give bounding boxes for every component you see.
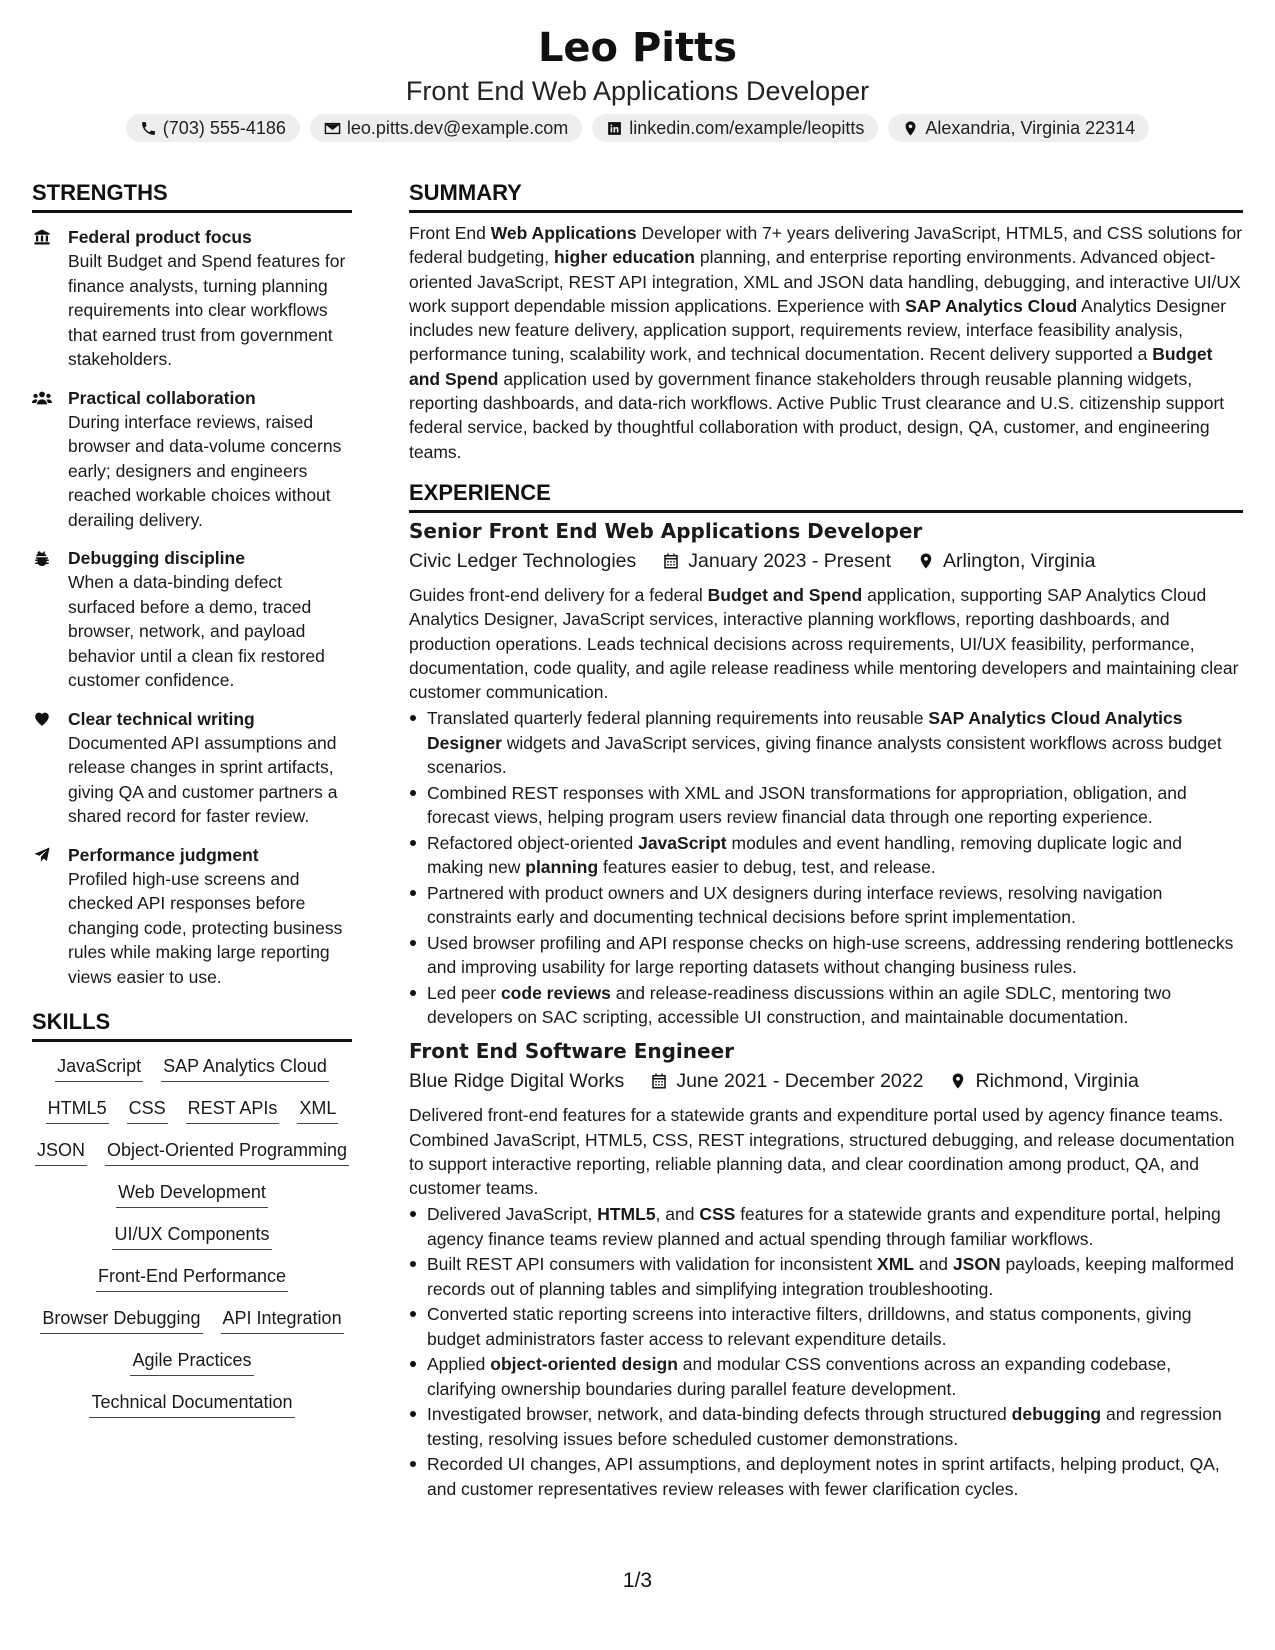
skill-tag: UI/UX Components — [112, 1222, 271, 1250]
job-bullets — [409, 1202, 1243, 1501]
users-icon — [32, 389, 52, 407]
job-bullet: Translated quarterly federal planning requirements into reusable SAP Analytics Cloud Analytics Designer widgets and JavaScript services, giving finance analysts consistent workflows across budget scenarios. — [409, 706, 1243, 779]
skill-tag: API Integration — [221, 1306, 344, 1334]
strength-title: Practical collaboration — [68, 387, 256, 408]
summary-text: Front End Web Applications Developer with 7+ years delivering JavaScript, HTML5, and CSS solutions for federal budgeting, higher education planning, and enterprise reporting environments. Advanced object-oriented JavaScript, REST API integration, XML and JSON data handling, debugging, and interactive UI/UX work support dependable mission applications. Experience with SAP Analytics Cloud Analytics Designer includes new feature delivery, application support, requirements review, interface feasibility analysis, performance tuning, scalability work, and technical documentation. Recent delivery supported a Budget and Spend application used by government finance stakeholders through reusable planning widgets, reporting dashboards, and data-rich workflows. Active Public Trust clearance and U.S. citizenship support federal service, backed by thoughtful collaboration with product, design, QA, customer, and engineering teams. — [409, 223, 1243, 462]
job-bullet: Combined REST responses with XML and JSON transformations for appropriation, obligation, and forecast views, helping program users review financial data through one reporting experience. — [409, 781, 1243, 830]
contact-linkedin[interactable] — [592, 114, 878, 142]
job-entry — [409, 1037, 1243, 1501]
skill-tag: HTML5 — [46, 1096, 109, 1124]
job-bullet: Built REST API consumers with validation for inconsistent XML and JSON payloads, keeping malformed records out of planning tables and simplifying integration troubleshooting. — [409, 1252, 1243, 1301]
skill-tag: CSS — [127, 1096, 168, 1124]
job-company: Blue Ridge Digital Works — [409, 1070, 625, 1093]
strength-desc: Documented API assumptions and release changes in sprint artifacts, giving QA and customer partners a shared record for faster review. — [68, 732, 338, 826]
job-description: Delivered front-end features for a statewide grants and expenditure portal used by agency finance teams. Combined JavaScript, HTML5, CSS, REST integrations, structured debugging, and release documentation to support interactive reporting, reliable planning data, and clear coordination among product, QA, and customer teams. — [409, 1105, 1235, 1199]
job-meta — [409, 1067, 1243, 1095]
strength-item — [32, 707, 352, 829]
job-location: Arlington, Virginia — [942, 549, 1096, 572]
strength-desc: When a data-binding defect surfaced before a demo, traced browser, network, and payload behavior until a clean fix restored customer confidence. — [68, 572, 325, 690]
job-meta — [409, 547, 1243, 575]
linkedin-text: linkedin.com/example/leopitts — [629, 118, 865, 138]
skill-tag: XML — [297, 1096, 338, 1124]
resume-header — [0, 22, 1275, 142]
page-number: 1/3 — [622, 1569, 653, 1592]
skill-tag: JavaScript — [55, 1054, 143, 1082]
job-bullet: Applied object-oriented design and modular CSS conventions across an expanding codebase, clarifying ownership boundaries during parallel feature development. — [409, 1352, 1243, 1401]
job-bullet: Used browser profiling and API response checks on high-use screens, addressing rendering bottlenecks and improving usability for large reporting datasets without changing business rules. — [409, 931, 1243, 980]
heart-icon — [32, 710, 52, 728]
contact-email[interactable] — [310, 114, 582, 142]
experience-heading: EXPERIENCE — [409, 478, 1243, 513]
strength-item — [32, 225, 352, 372]
skills-heading: SKILLS — [32, 1007, 352, 1042]
skill-tag: Agile Practices — [130, 1348, 253, 1376]
job-dates: January 2023 - Present — [688, 549, 891, 572]
map-pin-icon — [902, 120, 919, 137]
job-title: Senior Front End Web Applications Developer — [409, 518, 923, 543]
strength-item — [32, 546, 352, 693]
email-text: leo.pitts.dev@example.com — [346, 118, 569, 138]
contact-location — [888, 114, 1149, 142]
strength-item — [32, 843, 352, 990]
skill-tag: Object-Oriented Programming — [105, 1138, 349, 1166]
skill-tag: Front-End Performance — [96, 1264, 288, 1292]
strength-item — [32, 386, 352, 533]
job-bullets — [409, 706, 1243, 1029]
job-location: Richmond, Virginia — [975, 1070, 1139, 1093]
strength-desc: Built Budget and Spend features for finance analysts, turning planning requirements into clear workflows that earned trust from government stakeholders. — [68, 251, 346, 369]
linkedin-icon — [606, 120, 623, 137]
map-pin-icon — [949, 1072, 967, 1090]
job-bullet: Delivered JavaScript, HTML5, and CSS features for a statewide grants and expenditure portal, helping agency finance teams review planned and actual spending through familiar workflows. — [409, 1202, 1243, 1251]
strength-desc: Profiled high-use screens and checked API responses before changing code, protecting business rules while making large reporting views easier to use. — [68, 868, 343, 987]
contact-phone[interactable] — [126, 114, 300, 142]
skill-tag: REST APIs — [186, 1096, 280, 1124]
job-bullet: Refactored object-oriented JavaScript modules and event handling, removing duplicate logic and making new planning features easier to debug, test, and release. — [409, 831, 1243, 880]
strength-title: Debugging discipline — [68, 548, 245, 568]
job-bullet: Led peer code reviews and release-readiness discussions within an agile SDLC, mentoring two developers on SAC scripting, accessible UI construction, and maintainable documentation. — [409, 981, 1243, 1030]
candidate-name: Leo Pitts — [537, 25, 738, 71]
strengths-list — [32, 225, 352, 989]
skill-tag: Technical Documentation — [89, 1390, 294, 1418]
skills-list — [32, 1054, 352, 1418]
candidate-role: Front End Web Applications Developer — [405, 76, 870, 106]
strength-title: Federal product focus — [68, 227, 252, 247]
bank-icon — [32, 228, 52, 246]
strengths-heading: STRENGTHS — [32, 178, 352, 213]
job-company: Civic Ledger Technologies — [409, 549, 637, 572]
contact-bar — [0, 114, 1275, 142]
job-dates: June 2021 - December 2022 — [676, 1070, 924, 1093]
job-bullet: Converted static reporting screens into interactive filters, drilldowns, and status components, giving budget administrators faster access to relevant expenditure details. — [409, 1302, 1243, 1351]
calendar-icon — [650, 1072, 668, 1090]
bug-icon — [32, 549, 52, 567]
right-column — [409, 178, 1243, 1509]
strength-title: Clear technical writing — [68, 708, 255, 729]
strength-desc: During interface reviews, raised browser and data-volume concerns early; designers and engineers reached workable choices without derailing delivery. — [68, 411, 342, 530]
job-bullet: Partnered with product owners and UX designers during interface reviews, resolving navigation constraints early and documenting technical decisions before sprint implementation. — [409, 881, 1243, 930]
summary-heading: SUMMARY — [409, 178, 1243, 213]
map-pin-icon — [917, 552, 935, 570]
skill-tag: JSON — [35, 1138, 87, 1166]
calendar-icon — [662, 552, 680, 570]
job-bullet: Recorded UI changes, API assumptions, and deployment notes in sprint artifacts, helping product, QA, and customer representatives review releases with fewer clarification cycles. — [409, 1452, 1243, 1501]
job-bullet: Investigated browser, network, and data-binding defects through structured debugging and regression testing, resolving issues before scheduled customer demonstrations. — [409, 1402, 1243, 1451]
paper-plane-icon — [32, 846, 52, 864]
location-text: Alexandria, Virginia 22314 — [925, 118, 1136, 138]
skill-tag: Web Development — [116, 1180, 268, 1208]
phone-icon — [140, 120, 157, 137]
skill-tag: Browser Debugging — [40, 1306, 202, 1334]
left-column — [32, 178, 352, 1418]
job-entry — [409, 517, 1243, 1029]
phone-text: (703) 555-4186 — [162, 118, 286, 138]
skill-tag: SAP Analytics Cloud — [161, 1054, 329, 1082]
job-title: Front End Software Engineer — [409, 1039, 734, 1064]
envelope-icon — [324, 120, 341, 137]
job-description: Guides front-end delivery for a federal Budget and Spend application, supporting SAP Analytics Cloud Analytics Designer, JavaScript services, interactive planning workflows, reporting dashboards, and production operations. Leads technical decisions across requirements, UI/UX feasibility, performance, documentation, code quality, and agile release readiness while mentoring developers and maintaining clear customer communication. — [409, 584, 1239, 703]
strength-title: Performance judgment — [68, 844, 259, 865]
